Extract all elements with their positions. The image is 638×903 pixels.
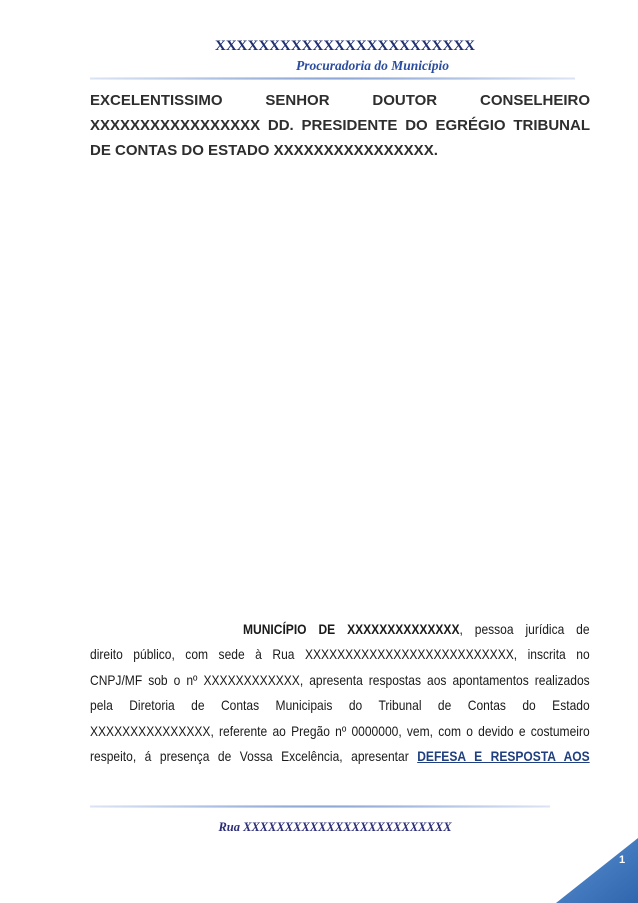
body-paragraph (90, 617, 590, 773)
municipality-name: MUNICÍPIO DE XXXXXXXXXXXXXX (243, 621, 460, 637)
footer-address: Rua XXXXXXXXXXXXXXXXXXXXXXXXX (218, 820, 452, 834)
body-line (90, 668, 590, 693)
addressee-line: EXCELENTISSIMO SENHOR DOUTOR CONSELHEIRO (90, 92, 590, 109)
addressee-block (90, 88, 590, 163)
header-divider (90, 77, 575, 80)
body-line-text: respeito, á presença de Vossa Excelência, apresentar (90, 747, 409, 764)
page-number: 1 (618, 854, 626, 866)
body-line-text: XXXXXXXXXXXXXXX, referente ao Pregão nº 0000000, vem, com o devido e costumeiro (90, 722, 590, 739)
body-line (90, 719, 590, 744)
defense-heading-highlight: DEFESA E RESPOSTA AOS (417, 747, 590, 764)
body-line-text: , pessoa jurídica de (459, 621, 590, 637)
body-line-text: pela Diretoria de Contas Municipais do Tribunal de Contas do Estado (90, 697, 590, 714)
body-line (90, 744, 590, 769)
body-line-text: direito público, com sede à Rua XXXXXXXXXXXXXXXXXXXXXXXXXX, inscrita no (90, 646, 590, 663)
body-line (90, 693, 590, 718)
addressee-line: XXXXXXXXXXXXXXXXX DD. PRESIDENTE DO EGRÉGIO TRIBUNAL (90, 117, 590, 134)
footer-divider (90, 805, 550, 808)
header-subtitle: Procuradoria do Município (296, 58, 450, 73)
addressee-line: DE CONTAS DO ESTADO XXXXXXXXXXXXXXXX. (90, 142, 438, 159)
page-corner-triangle (554, 838, 638, 903)
body-line (243, 617, 590, 642)
header-title: XXXXXXXXXXXXXXXXXXXXXXXX (215, 38, 475, 54)
body-line (90, 642, 590, 667)
body-line-text: CNPJ/MF sob o nº XXXXXXXXXXXX, apresenta respostas aos apontamentos realizados (90, 671, 590, 688)
